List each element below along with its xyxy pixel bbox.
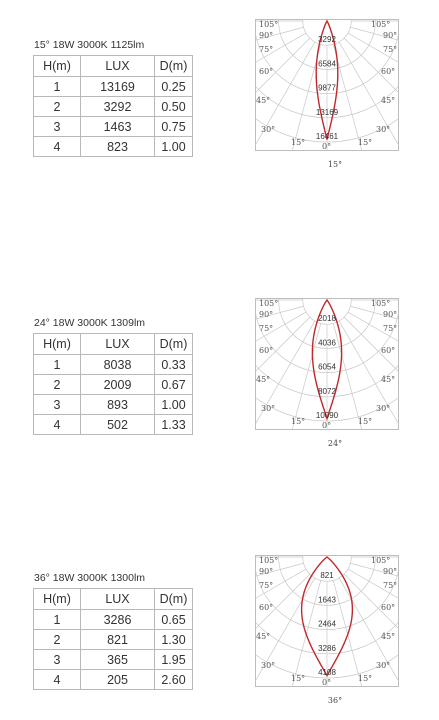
cell-height: 2 bbox=[34, 97, 81, 117]
angle-label: 75° bbox=[259, 581, 274, 590]
angle-label: 30° bbox=[376, 661, 391, 670]
angle-label: 15° bbox=[358, 674, 373, 683]
angle-label: 60° bbox=[259, 603, 274, 612]
angle-label: 105° bbox=[259, 20, 279, 29]
cell-lux: 205 bbox=[81, 670, 155, 690]
beam-angle-caption: 15° bbox=[327, 160, 343, 169]
polar-light-distribution-diagram bbox=[255, 19, 399, 151]
intensity-value-label: 1643 bbox=[318, 595, 336, 605]
intensity-value-label: 6054 bbox=[318, 362, 336, 372]
table-row bbox=[34, 137, 193, 157]
table-row bbox=[34, 415, 193, 435]
angle-label: 15° bbox=[358, 417, 373, 426]
table-header-row bbox=[34, 589, 193, 610]
cell-diameter: 1.33 bbox=[155, 415, 193, 435]
angle-label: 75° bbox=[383, 581, 398, 590]
cell-diameter: 0.50 bbox=[155, 97, 193, 117]
angle-label: 30° bbox=[261, 125, 276, 134]
table-row bbox=[34, 97, 193, 117]
cell-height: 1 bbox=[34, 77, 81, 97]
cell-diameter: 1.30 bbox=[155, 630, 193, 650]
angle-label: 45° bbox=[256, 96, 271, 105]
angle-label: 15° bbox=[291, 674, 306, 683]
angle-label: 90° bbox=[383, 567, 398, 576]
intensity-value-label: 4036 bbox=[318, 338, 336, 348]
table-row bbox=[34, 375, 193, 395]
spec-line: 15° 18W 3000K 1125lm bbox=[34, 39, 145, 51]
angle-label: 15° bbox=[291, 138, 306, 147]
angle-label: 45° bbox=[256, 632, 271, 641]
cell-lux: 823 bbox=[81, 137, 155, 157]
cell-lux: 13169 bbox=[81, 77, 155, 97]
angle-label: 75° bbox=[383, 324, 398, 333]
header-lux: LUX bbox=[81, 56, 155, 77]
polar-light-distribution-diagram bbox=[255, 555, 399, 687]
angle-label: 90° bbox=[259, 310, 274, 319]
header-diameter: D(m) bbox=[155, 589, 193, 610]
angle-label: 0° bbox=[322, 678, 332, 687]
intensity-value-label: 4108 bbox=[318, 668, 336, 677]
angle-label: 45° bbox=[256, 375, 271, 384]
header-height: H(m) bbox=[34, 334, 81, 355]
angle-label: 45° bbox=[381, 375, 396, 384]
cell-diameter: 1.95 bbox=[155, 650, 193, 670]
intensity-value-label: 16461 bbox=[315, 132, 339, 141]
angle-label: 60° bbox=[259, 346, 274, 355]
angle-label: 30° bbox=[261, 404, 276, 413]
cell-diameter: 0.65 bbox=[155, 610, 193, 630]
cell-height: 3 bbox=[34, 117, 81, 137]
cell-height: 3 bbox=[34, 395, 81, 415]
table-row bbox=[34, 650, 193, 670]
angle-label: 15° bbox=[291, 417, 306, 426]
cell-height: 2 bbox=[34, 375, 81, 395]
intensity-value-label: 821 bbox=[320, 571, 334, 581]
header-diameter: D(m) bbox=[155, 334, 193, 355]
angle-label: 105° bbox=[371, 20, 391, 29]
angle-label: 90° bbox=[383, 310, 398, 319]
cell-diameter: 0.33 bbox=[155, 355, 193, 375]
cell-height: 1 bbox=[34, 355, 81, 375]
cell-height: 4 bbox=[34, 415, 81, 435]
cell-diameter: 0.75 bbox=[155, 117, 193, 137]
angle-label: 75° bbox=[259, 324, 274, 333]
intensity-value-label: 2464 bbox=[318, 619, 336, 629]
intensity-value-label: 10090 bbox=[315, 411, 339, 420]
cell-height: 4 bbox=[34, 670, 81, 690]
angle-label: 30° bbox=[261, 661, 276, 670]
cell-lux: 893 bbox=[81, 395, 155, 415]
cell-height: 4 bbox=[34, 137, 81, 157]
cell-lux: 1463 bbox=[81, 117, 155, 137]
cell-lux: 2009 bbox=[81, 375, 155, 395]
angle-label: 105° bbox=[371, 299, 391, 308]
cell-diameter: 2.60 bbox=[155, 670, 193, 690]
header-height: H(m) bbox=[34, 589, 81, 610]
angle-label: 75° bbox=[383, 45, 398, 54]
angle-label: 30° bbox=[376, 125, 391, 134]
cell-lux: 502 bbox=[81, 415, 155, 435]
cell-diameter: 0.67 bbox=[155, 375, 193, 395]
header-diameter: D(m) bbox=[155, 56, 193, 77]
table-header-row bbox=[34, 56, 193, 77]
intensity-value-label: 3292 bbox=[318, 35, 336, 45]
angle-label: 105° bbox=[371, 556, 391, 565]
angle-label: 0° bbox=[322, 142, 332, 151]
beam-angle-caption: 24° bbox=[327, 439, 343, 448]
table-row bbox=[34, 395, 193, 415]
spec-line: 24° 18W 3000K 1309lm bbox=[34, 317, 146, 329]
table-row bbox=[34, 355, 193, 375]
angle-label: 45° bbox=[381, 96, 396, 105]
table-row bbox=[34, 77, 193, 97]
polar-light-distribution-diagram bbox=[255, 298, 399, 430]
angle-label: 105° bbox=[259, 299, 279, 308]
cell-lux: 8038 bbox=[81, 355, 155, 375]
cell-diameter: 0.25 bbox=[155, 77, 193, 97]
intensity-value-label: 3286 bbox=[318, 643, 336, 653]
angle-label: 105° bbox=[259, 556, 279, 565]
beam-angle-caption: 36° bbox=[327, 696, 343, 705]
table-row bbox=[34, 630, 193, 650]
angle-label: 90° bbox=[259, 31, 274, 40]
intensity-value-label: 2018 bbox=[318, 314, 336, 324]
angle-label: 30° bbox=[376, 404, 391, 413]
cell-height: 3 bbox=[34, 650, 81, 670]
angle-label: 90° bbox=[259, 567, 274, 576]
angle-label: 0° bbox=[322, 421, 332, 430]
cell-diameter: 1.00 bbox=[155, 137, 193, 157]
header-lux: LUX bbox=[81, 334, 155, 355]
cell-lux: 3286 bbox=[81, 610, 155, 630]
intensity-value-label: 13169 bbox=[315, 107, 339, 117]
angle-label: 60° bbox=[381, 603, 396, 612]
table-row bbox=[34, 670, 193, 690]
angle-label: 45° bbox=[381, 632, 396, 641]
lux-table bbox=[33, 55, 193, 157]
table-row bbox=[34, 117, 193, 137]
angle-label: 60° bbox=[381, 346, 396, 355]
cell-height: 1 bbox=[34, 610, 81, 630]
spec-line: 36° 18W 3000K 1300lm bbox=[34, 572, 146, 584]
angle-label: 60° bbox=[259, 67, 274, 76]
angle-label: 60° bbox=[381, 67, 396, 76]
intensity-value-label: 9877 bbox=[318, 83, 336, 93]
intensity-value-label: 8072 bbox=[318, 386, 336, 396]
cell-lux: 365 bbox=[81, 650, 155, 670]
intensity-value-label: 6584 bbox=[318, 59, 336, 69]
table-row bbox=[34, 610, 193, 630]
header-height: H(m) bbox=[34, 56, 81, 77]
angle-label: 90° bbox=[383, 31, 398, 40]
grid-radial bbox=[333, 44, 367, 151]
angle-label: 75° bbox=[259, 45, 274, 54]
cell-lux: 821 bbox=[81, 630, 155, 650]
cell-lux: 3292 bbox=[81, 97, 155, 117]
lux-table bbox=[33, 588, 193, 690]
header-lux: LUX bbox=[81, 589, 155, 610]
lux-table bbox=[33, 333, 193, 435]
table-header-row bbox=[34, 334, 193, 355]
angle-label: 15° bbox=[358, 138, 373, 147]
cell-diameter: 1.00 bbox=[155, 395, 193, 415]
cell-height: 2 bbox=[34, 630, 81, 650]
